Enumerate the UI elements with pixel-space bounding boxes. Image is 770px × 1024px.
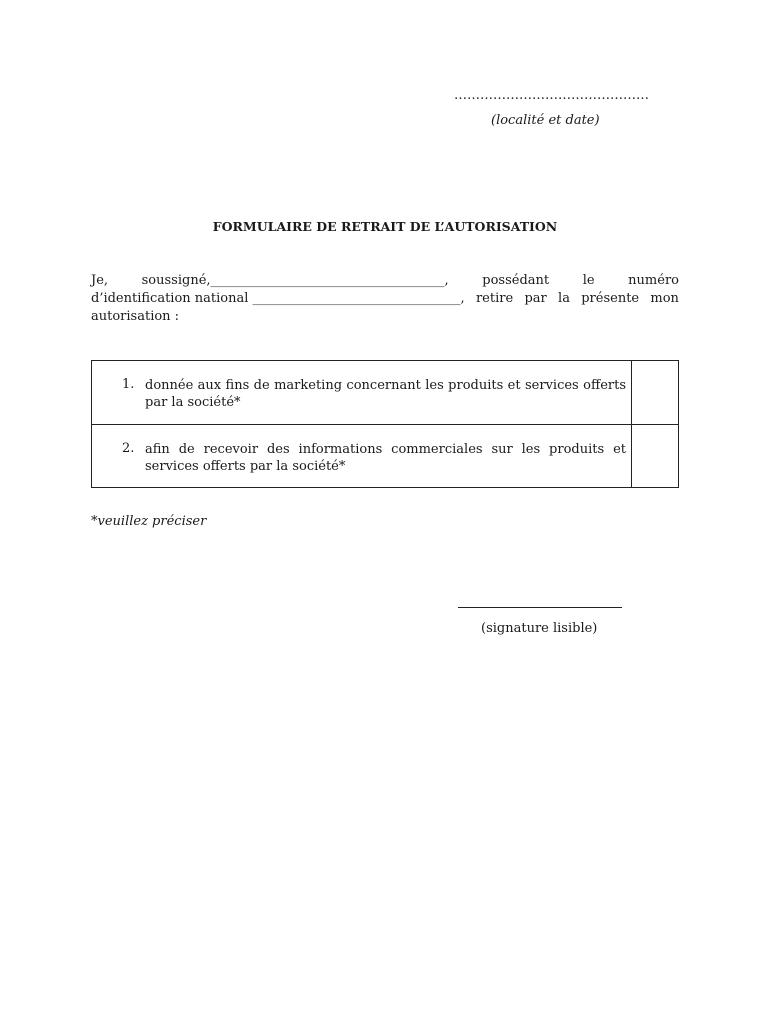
date-caption: (localité et date) xyxy=(491,113,600,128)
option-row xyxy=(92,361,678,424)
form-title: FORMULAIRE DE RETRAIT DE L’AUTORISATION xyxy=(212,219,558,234)
paragraph-word: possédant xyxy=(482,273,550,288)
paragraph-line-2 xyxy=(91,290,679,308)
paragraph-word: mon xyxy=(650,291,679,306)
paragraph-line-3 xyxy=(91,308,679,326)
id-number-blank[interactable]: d’identification national ________________________________, xyxy=(91,291,465,306)
option-text-cell xyxy=(92,361,632,424)
option-text-cell xyxy=(92,425,632,488)
paragraph-word: numéro xyxy=(628,273,679,288)
options-table xyxy=(91,360,679,488)
option-number: 1. xyxy=(122,377,135,392)
footnote: *veuillez préciser xyxy=(91,514,207,529)
paragraph-word: par xyxy=(524,291,547,306)
option-number: 2. xyxy=(122,441,135,456)
paragraph-word: Je, xyxy=(91,273,109,288)
declaration-paragraph xyxy=(91,272,679,326)
paragraph-word: retire xyxy=(475,291,514,306)
option-2-checkbox[interactable] xyxy=(632,425,678,488)
option-text: donnée aux fins de marketing concernant les produits et services offerts par la société* xyxy=(145,378,626,410)
date-placeholder[interactable]: ……………………………………… xyxy=(454,88,649,103)
paragraph-line-1 xyxy=(91,272,679,290)
option-text: afin de recevoir des informations commerciales sur les produits et services offerts par la société* xyxy=(145,442,626,474)
option-1-checkbox[interactable] xyxy=(632,361,678,424)
name-blank[interactable]: soussigné,____________________________________, xyxy=(141,273,449,288)
paragraph-word: présente xyxy=(581,291,640,306)
option-row xyxy=(92,424,678,488)
paragraph-word: le xyxy=(582,273,595,288)
signature-caption: (signature lisible) xyxy=(481,621,598,636)
signature-line[interactable] xyxy=(458,607,622,608)
paragraph-word: la xyxy=(558,291,570,306)
paragraph-word: autorisation : xyxy=(91,309,180,324)
